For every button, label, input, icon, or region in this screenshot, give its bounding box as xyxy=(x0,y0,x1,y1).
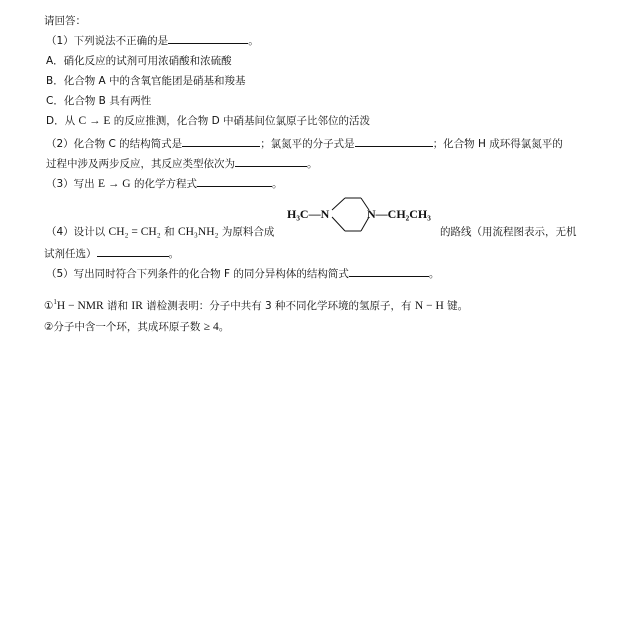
cond1-mid1: 谱和 xyxy=(107,300,129,312)
q3-pre: （3）写出 xyxy=(46,178,95,190)
cond1-mid2: 谱检测表明：分子中共有 3 种不同化学环境的氢原子，有 xyxy=(146,300,412,312)
q3-post: 的化学方程式 xyxy=(133,178,197,190)
q1-option-b: B．化合物 A 中的含氧官能团是硝基和羧基 xyxy=(46,75,246,87)
cond1-end: 键。 xyxy=(447,300,469,312)
question-2-line-1 xyxy=(46,135,563,151)
question-2-line-2 xyxy=(46,155,318,171)
structure-right-label: N—CH₂CH₃ xyxy=(367,207,431,221)
piperazine-structure xyxy=(283,193,443,243)
cond1-superscript: 1 xyxy=(53,298,57,306)
q1-option-d-reaction: C → E xyxy=(78,115,111,127)
q5-end: 。 xyxy=(428,268,440,280)
q1-answer-blank[interactable] xyxy=(168,32,248,44)
q2-part-b: ；氯氮平的分子式是 xyxy=(260,138,355,150)
intro-text: 请回答： xyxy=(44,15,86,27)
cond1-marker: ① xyxy=(44,300,54,312)
q4-end: 。 xyxy=(168,248,179,260)
cond1-bond: N − H xyxy=(414,300,444,312)
question-4-line-2 xyxy=(44,245,179,261)
q4-answer-blank[interactable] xyxy=(97,245,169,257)
q3-end: 。 xyxy=(271,178,283,190)
piperazine-ring xyxy=(332,198,369,231)
q1-option-a: A．硝化反应的试剂可用浓硝酸和浓硫酸 xyxy=(46,55,232,67)
q1-option-d xyxy=(46,114,370,128)
q4-after-structure: 的路线（用流程图表示，无机 xyxy=(440,226,577,238)
q4-pre: （4）设计以 xyxy=(46,226,106,238)
question-5 xyxy=(46,265,439,281)
q5-condition-2 xyxy=(44,320,229,334)
cond1-nmr: H − NMR xyxy=(56,300,104,312)
cond2-end: 。 xyxy=(218,321,230,333)
cond2-pre: ②分子中含一个环，其成环原子数 xyxy=(44,321,201,333)
question-1-stem xyxy=(46,32,259,48)
question-4-line-1 xyxy=(46,225,274,239)
q4-reagent-methylamine: CH₃NH₂ xyxy=(177,226,219,238)
cond2-inequality: ≥ 4 xyxy=(203,321,219,333)
q1-option-c: C．化合物 B 具有两性 xyxy=(46,95,152,107)
q2-part-a: （2）化合物 C 的结构简式是 xyxy=(46,138,183,150)
q4-post: 为原料合成 xyxy=(221,226,275,238)
q1-stem-text: （1）下列说法不正确的是 xyxy=(46,35,169,47)
q4-line2-text: 试剂任选） xyxy=(44,248,97,260)
q2-part-d: 过程中涉及两步反应，其反应类型依次为 xyxy=(46,158,235,170)
q5-answer-blank[interactable] xyxy=(349,265,429,277)
q2-blank-structure[interactable] xyxy=(182,135,260,147)
cond1-ir: IR xyxy=(131,300,143,312)
q1-option-d-post: 的反应推测，化合物 D 中硝基间位氯原子比邻位的活泼 xyxy=(113,115,370,127)
q2-blank-formula[interactable] xyxy=(355,135,433,147)
q2-end: 。 xyxy=(307,158,318,170)
q1-end: 。 xyxy=(248,35,259,47)
q4-reagent-ethylene: CH₂ = CH₂ xyxy=(108,226,161,238)
q3-answer-blank[interactable] xyxy=(197,175,272,187)
q5-text: （5）写出同时符合下列条件的化合物 F 的同分异构体的结构简式 xyxy=(46,268,349,280)
structure-left-label: H₃C—N xyxy=(287,207,330,221)
q1-option-d-pre: D．从 xyxy=(46,115,76,127)
q2-blank-reaction-types[interactable] xyxy=(235,155,307,167)
q2-part-c: ；化合物 H 成环得氯氮平的 xyxy=(432,138,563,150)
q5-condition-1 xyxy=(44,295,468,313)
q4-mid: 和 xyxy=(164,226,175,238)
question-3 xyxy=(46,175,282,191)
q3-reaction: E → G xyxy=(98,178,131,190)
